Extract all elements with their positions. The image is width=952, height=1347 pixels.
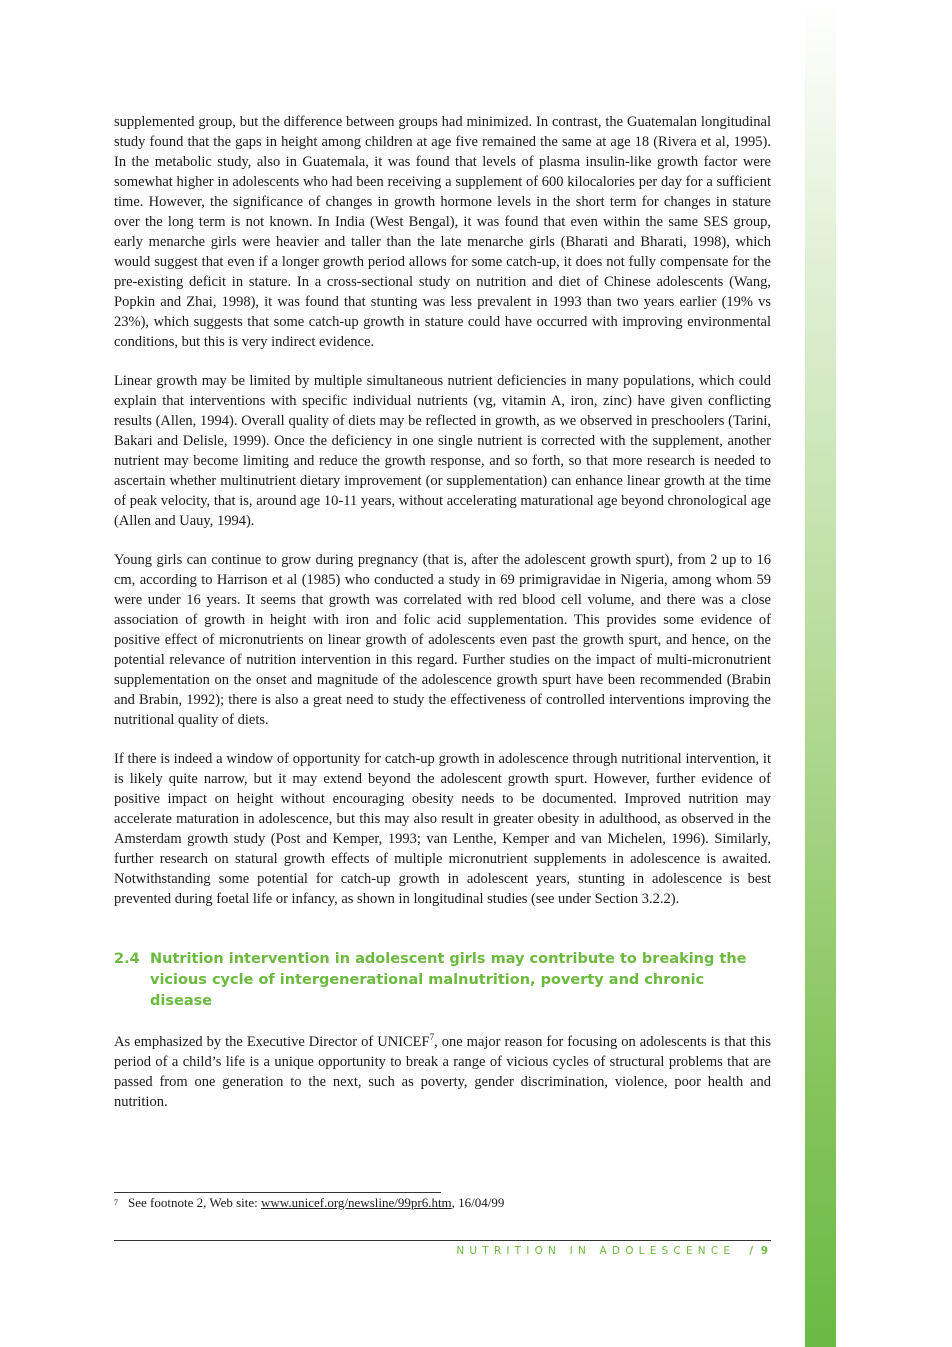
footnote [114, 1194, 771, 1212]
body-paragraph-3: Young girls can continue to grow during pregnancy (that is, after the adolescent growth spurt), from 2 up to 16 cm, according to Harrison et al (1985) who conducted a study in 69 primigravidae in Nigeria, among whom 59 were under 16 years. It seems that growth was correlated with red blood cell volume, and there was a close association of growth in height with iron and folic acid supplementation. This provides some evidence of positive effect of micronutrients on linear growth of adolescents even past the growth spurt, and hence, on the potential relevance of nutrition intervention in this regard. Further studies on the impact of multi-micronutrient supplementation on the onset and magnitude of the adolescence growth spurt have been recommended (Brabin and Brabin, 1992); there is also a great need to study the effectiveness of controlled interventions improving the nutritional quality of diets. [114, 552, 771, 728]
body-paragraph-4: If there is indeed a window of opportunity for catch-up growth in adolescence through nutritional intervention, it is likely quite narrow, but it may extend beyond the adolescent growth spurt. However, further evidence of positive impact on height without encouraging obesity needs to be documented. Improved nutrition may accelerate maturation in adolescence, but this may also result in greater obesity in adulthood, as observed in the Amsterdam growth study (Post and Kemper, 1993; van Lenthe, Kemper and van Michelen, 1996). Similarly, further research on statural growth effects of multiple micronutrient supplements in adolescence is awaited. Notwithstanding some potential for catch-up growth in adolescent years, stunting in adolescence is best prevented during foetal life or infancy, as shown in longitudinal studies (see under Section 3.2.2). [114, 751, 771, 907]
section-heading [114, 949, 771, 1012]
paragraph-text-after-ref: , one major reason for focusing on adolescents is that this period of a child’s life is a unique opportunity to break a range of vicious cycles of structural problems that are passed from one generation to the next, such as poverty, gender discrimination, violence, poor health and nutrition. [114, 1034, 771, 1110]
footnote-date: , 16/04/99 [451, 1195, 505, 1210]
footnote-reference: 7 [429, 1032, 435, 1043]
green-gradient-sidebar [805, 0, 836, 1347]
page-number: / 9 [749, 1245, 770, 1257]
body-paragraph-5 [114, 1032, 771, 1112]
body-paragraph-1: supplemented group, but the difference between groups had minimized. In contrast, the Guatemalan longitudinal study found that the gaps in height among children at age five remained the same at age 18 (Rivera et al, 1995). In the metabolic study, also in Guatemala, it was found that levels of plasma insulin-like growth factor were somewhat higher in adolescents who had been receiving a supplement of 600 kilocalories per day for a sufficient time. However, the significance of changes in growth hormone levels in the short term for changes in stature over the long term is not known. In India (West Bengal), it was found that even within the same SES group, early menarche girls were heavier and taller than the late menarche girls (Bharati and Bharati, 1998), which would suggest that even if a longer growth period allows for some catch-up, it does not fully compensate for the pre-existing deficit in stature. In a cross-sectional study on nutrition and diet of Chinese adolescents (Wang, Popkin and Zhai, 1998), it was found that stunting was less prevalent in 1993 than two years earlier (19% vs 23%), which suggests that some catch-up growth in stature could have occurred with improving environmental conditions, but this is very indirect evidence. [114, 114, 771, 350]
body-paragraph-2: Linear growth may be limited by multiple simultaneous nutrient deficiencies in many populations, which could explain that interventions with specific individual nutrients (vg, vitamin A, iron, zinc) have given conflicting results (Allen, 1994). Overall quality of diets may be reflected in growth, as we observed in preschoolers (Tarini, Bakari and Delisle, 1999). Once the deficiency in one single nutrient is corrected with the supplement, another nutrient may become limiting and reduce the growth response, and so forth, so that more research is needed to ascertain whether multinutrient dietary improvement (or supplementation) can enhance linear growth at the time of peak velocity, that is, around age 10-11 years, without accelerating maturational age beyond chronological age (Allen and Uauy, 1994). [114, 373, 771, 529]
footnote-text: See footnote 2, Web site: [128, 1195, 262, 1210]
paragraph-text-before-ref: As emphasized by the Executive Director of UNICEF [114, 1034, 430, 1050]
page-body [114, 112, 771, 1131]
footnote-divider [114, 1192, 441, 1193]
section-number: 2.4 [114, 951, 140, 967]
footnote-number: 7 [114, 1198, 118, 1207]
footnote-link[interactable]: www.unicef.org/newsline/99pr6.htm [261, 1195, 452, 1210]
running-footer [456, 1245, 770, 1257]
running-head-title: NUTRITION IN ADOLESCENCE [456, 1245, 736, 1257]
section-title: Nutrition intervention in adolescent girls may contribute to breaking the vicious cycle of intergenerational malnutrition, poverty and chronic disease [150, 951, 747, 1009]
footer-divider [114, 1240, 771, 1241]
